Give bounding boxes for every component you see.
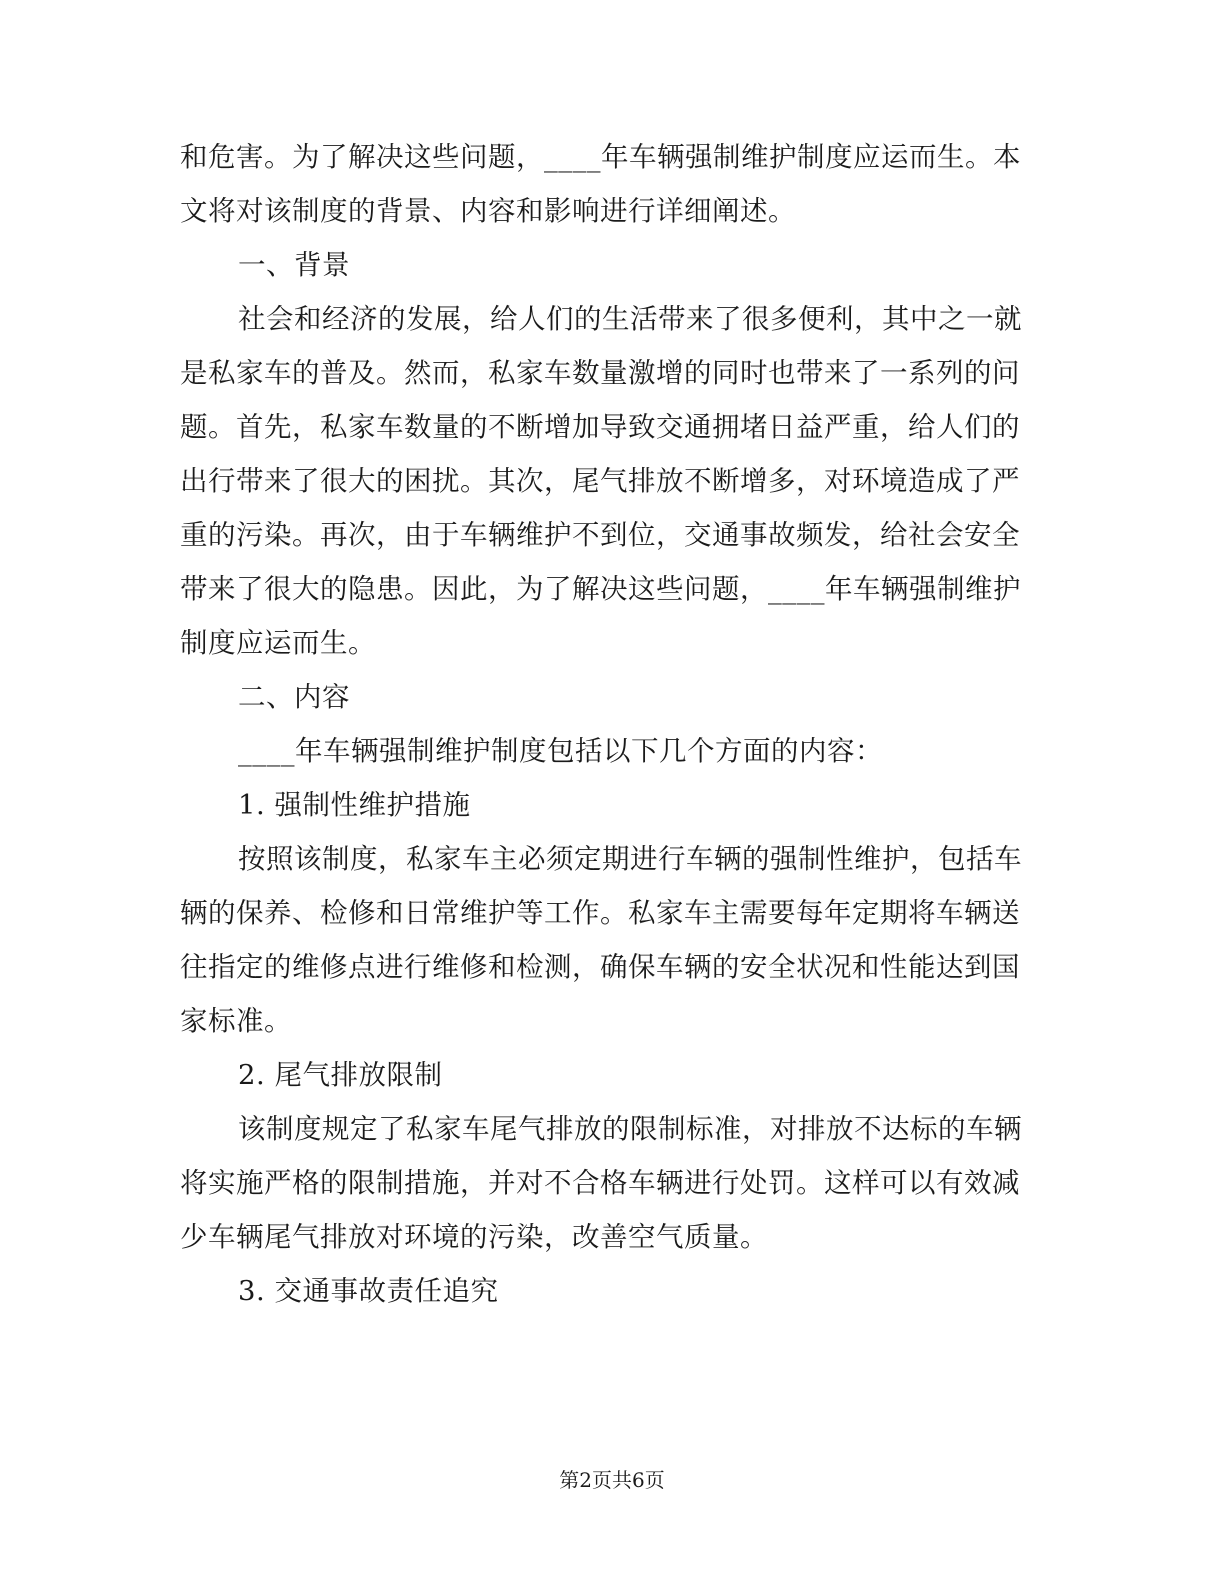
body-line: 是私家车的普及。然而，私家车数量激增的同时也带来了一系列的问 (180, 357, 1020, 389)
body-line: 文将对该制度的背景、内容和影响进行详细阐述。 (180, 195, 796, 227)
page-number-footer: 第2页共6页 (559, 1468, 665, 1492)
body-line: 该制度规定了私家车尾气排放的限制标准，对排放不达标的车辆 (238, 1113, 1022, 1145)
body-line: 带来了很大的隐患。因此，为了解决这些问题，____年车辆强制维护 (180, 573, 1021, 605)
body-line: 辆的保养、检修和日常维护等工作。私家车主需要每年定期将车辆送 (180, 897, 1020, 929)
body-line: 少车辆尾气排放对环境的污染，改善空气质量。 (180, 1221, 768, 1253)
body-line: 将实施严格的限制措施，并对不合格车辆进行处罚。这样可以有效减 (180, 1167, 1020, 1199)
section-heading-background: 一、背景 (238, 249, 350, 281)
body-line: 重的污染。再次，由于车辆维护不到位，交通事故频发，给社会安全 (180, 519, 1020, 551)
subheading-accident-liability: 3. 交通事故责任追究 (238, 1275, 499, 1307)
body-line: 社会和经济的发展，给人们的生活带来了很多便利，其中之一就 (238, 303, 1022, 335)
document-body (180, 130, 1020, 1318)
section-heading-content: 二、内容 (238, 681, 350, 713)
body-line: 家标准。 (180, 1005, 292, 1037)
body-line: 题。首先，私家车数量的不断增加导致交通拥堵日益严重，给人们的 (180, 411, 1020, 443)
body-line: 制度应运而生。 (180, 627, 376, 659)
subheading-mandatory-maintenance: 1. 强制性维护措施 (238, 789, 471, 821)
body-line: 往指定的维修点进行维修和检测，确保车辆的安全状况和性能达到国 (180, 951, 1020, 983)
body-line: 出行带来了很大的困扰。其次，尾气排放不断增多，对环境造成了严 (180, 465, 1020, 497)
subheading-emission-limits: 2. 尾气排放限制 (238, 1059, 443, 1091)
body-line: 按照该制度，私家车主必须定期进行车辆的强制性维护，包括车 (238, 843, 1022, 875)
body-line: ____年车辆强制维护制度包括以下几个方面的内容： (238, 735, 883, 767)
body-line: 和危害。为了解决这些问题，____年车辆强制维护制度应运而生。本 (180, 141, 1021, 173)
